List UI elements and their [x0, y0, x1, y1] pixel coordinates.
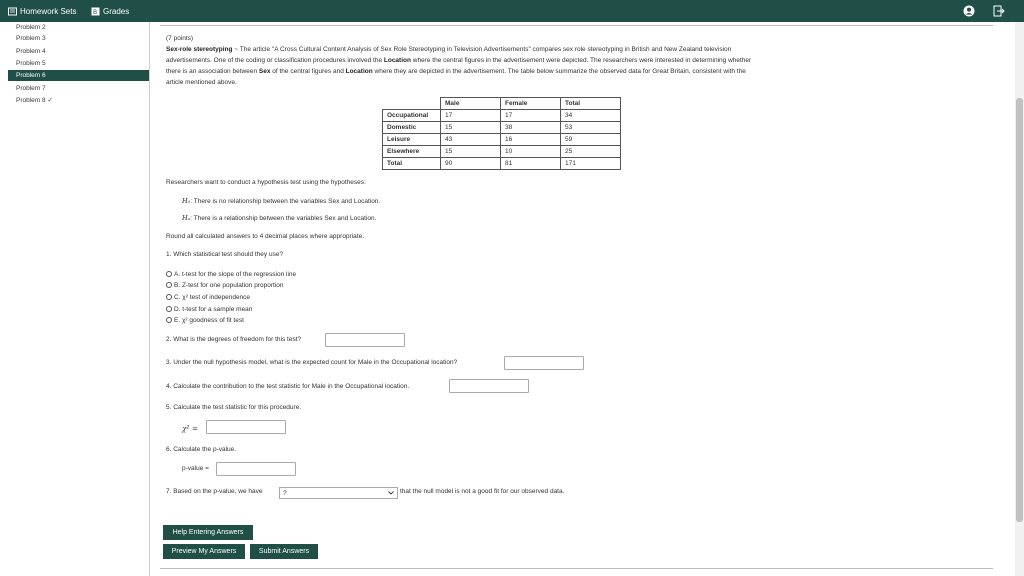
intro-text: where they are depicted in the advertisement. The table below summarize the observed data for Great Britain, consistent with the [372, 68, 746, 75]
ha-symbol: Hₐ [182, 214, 191, 222]
table-header-cell [383, 98, 441, 110]
points-label: (7 points) [166, 35, 194, 42]
option-b[interactable] [166, 280, 283, 290]
table-cell: 59 [561, 134, 621, 146]
sidebar-item-problem-8[interactable]: Problem 8 ✓ [16, 97, 53, 104]
homework-icon [8, 7, 17, 16]
problem-intro-line-1 [166, 46, 731, 53]
user-account-icon[interactable] [962, 4, 976, 18]
table-header-cell: Male [441, 98, 501, 110]
sidebar-item-problem-5[interactable]: Problem 5 [16, 60, 46, 67]
table-row-label: Total [383, 158, 441, 170]
intro-bold: Location [383, 57, 411, 64]
table-cell: 38 [501, 122, 561, 134]
sidebar-item-problem-2[interactable]: Problem 2 [16, 24, 46, 31]
table-row [383, 146, 621, 158]
hypotheses-intro: Researchers want to conduct a hypothesis test using the hypotheses: [166, 179, 366, 186]
h0-symbol: H₀ [182, 197, 191, 205]
problem-list-sidebar [0, 22, 150, 576]
table-header-row [383, 98, 621, 110]
problem-intro-line-2 [166, 57, 751, 64]
problem-title: Sex-role stereotyping [166, 46, 233, 53]
homework-sets-link[interactable] [8, 5, 76, 17]
option-a[interactable] [166, 269, 296, 279]
option-c[interactable] [166, 292, 250, 302]
problem-intro-line-3 [166, 68, 746, 75]
intro-bold: Sex [258, 68, 271, 75]
table-cell: 34 [561, 110, 621, 122]
option-d[interactable] [166, 304, 252, 314]
page-scrollbar-thumb[interactable] [1016, 98, 1023, 522]
chi-square-symbol: χ² = [182, 424, 199, 433]
question-3-text: 3. Under the null hypothesis model, what is the expected count for Male in the Occupational location? [166, 359, 458, 366]
table-cell: 10 [501, 146, 561, 158]
table-cell: 171 [561, 158, 621, 170]
h0-text: : There is no relationship between the variables Sex and Location. [190, 198, 381, 205]
test-statistic-input[interactable] [206, 420, 286, 434]
grades-link[interactable] [91, 5, 129, 17]
svg-text:B: B [93, 8, 98, 16]
sidebar-item-problem-4[interactable]: Problem 4 [16, 48, 46, 55]
table-cell: 16 [501, 134, 561, 146]
table-cell: 15 [441, 122, 501, 134]
table-row [383, 110, 621, 122]
help-entering-answers-button[interactable]: Help Entering Answers [163, 525, 253, 540]
table-row-label: Occupational [383, 110, 441, 122]
intro-text: there is an association between [166, 68, 259, 75]
table-cell: 53 [561, 122, 621, 134]
question-5-text: 5. Calculate the test statistic for this procedure. [166, 404, 302, 411]
intro-text: of the central figures and [270, 68, 346, 75]
question-6-text: 6. Calculate the p-value. [166, 446, 237, 453]
degrees-of-freedom-input[interactable] [325, 333, 405, 347]
radio-button[interactable] [166, 271, 172, 277]
sidebar-item-problem-6[interactable]: Problem 6 [8, 70, 149, 81]
sidebar-item-problem-7[interactable]: Problem 7 [16, 85, 46, 92]
intro-text: where the central figures in the advertisement were depicted. The researchers were interested in determining whether [410, 57, 752, 64]
question-2-text: 2. What is the degrees of freedom for this test? [166, 336, 302, 343]
radio-button[interactable] [166, 294, 172, 300]
sidebar-item-problem-3[interactable]: Problem 3 [16, 35, 46, 42]
option-label: E. χ² goodness of fit test [174, 316, 244, 324]
table-row [383, 158, 621, 170]
divider [160, 25, 993, 26]
conclusion-select[interactable] [279, 487, 398, 499]
table-cell: 17 [441, 110, 501, 122]
option-e[interactable] [166, 315, 244, 325]
ha-text: : There is a relationship between the variables Sex and Location. [190, 215, 377, 222]
rounding-note: Round all calculated answers to 4 decimal places where appropriate. [166, 233, 364, 240]
question-1-text: 1. Which statistical test should they use? [166, 251, 284, 258]
question-7-text: 7. Based on the p-value, we have [166, 488, 263, 495]
table-cell: 90 [441, 158, 501, 170]
submit-answers-button[interactable]: Submit Answers [250, 544, 318, 559]
p-value-input[interactable] [216, 462, 296, 476]
intro-text: advertisements. One of the coding or classification procedures involved the [166, 57, 384, 64]
preview-answers-button[interactable]: Preview My Answers [163, 544, 245, 559]
table-header-cell: Total [561, 98, 621, 110]
option-label: C. χ² test of independence [174, 293, 251, 301]
sign-out-icon[interactable] [992, 4, 1006, 18]
observed-data-table [382, 97, 621, 170]
question-4-text: 4. Calculate the contribution to the test statistic for Male in the Occupational location. [166, 383, 410, 390]
table-row [383, 122, 621, 134]
expected-count-input[interactable] [504, 356, 584, 370]
option-label: D. t-test for a sample mean [174, 305, 253, 313]
alternative-hypothesis [182, 214, 376, 222]
intro-text: ~ The article "A Cross Cultural Content Analysis of Sex Role Stereotyping in Television Advertisements" compares sex role stereotyping in British and New Zealand television [232, 46, 732, 53]
radio-button[interactable] [166, 317, 172, 323]
question-7-text-after: that the null model is not a good fit for our observed data. [400, 488, 565, 495]
table-cell: 43 [441, 134, 501, 146]
option-label: A. t-test for the slope of the regression line [174, 270, 297, 278]
table-cell: 25 [561, 146, 621, 158]
grades-label: Grades [103, 6, 130, 16]
chevron-down-icon [388, 490, 394, 497]
table-cell: 17 [501, 110, 561, 122]
table-row-label: Domestic [383, 122, 441, 134]
select-value: ? [283, 489, 287, 497]
divider [160, 568, 993, 569]
table-cell: 81 [501, 158, 561, 170]
option-label: B. Z-test for one population proportion [174, 281, 284, 289]
radio-button[interactable] [166, 306, 172, 312]
null-hypothesis [182, 197, 380, 205]
problem-intro-line-4: article mentioned above. [166, 79, 237, 86]
radio-button[interactable] [166, 282, 172, 288]
homework-sets-label: Homework Sets [20, 6, 77, 16]
contribution-input[interactable] [449, 379, 529, 393]
p-value-label: p-value = [182, 465, 209, 472]
table-cell: 15 [441, 146, 501, 158]
problem-content [150, 22, 1015, 576]
table-row-label: Elsewhere [383, 146, 441, 158]
intro-bold: Location [345, 68, 373, 75]
top-navbar [0, 0, 1024, 22]
table-row [383, 134, 621, 146]
table-header-cell: Female [501, 98, 561, 110]
grades-icon [91, 7, 100, 16]
table-row-label: Leisure [383, 134, 441, 146]
